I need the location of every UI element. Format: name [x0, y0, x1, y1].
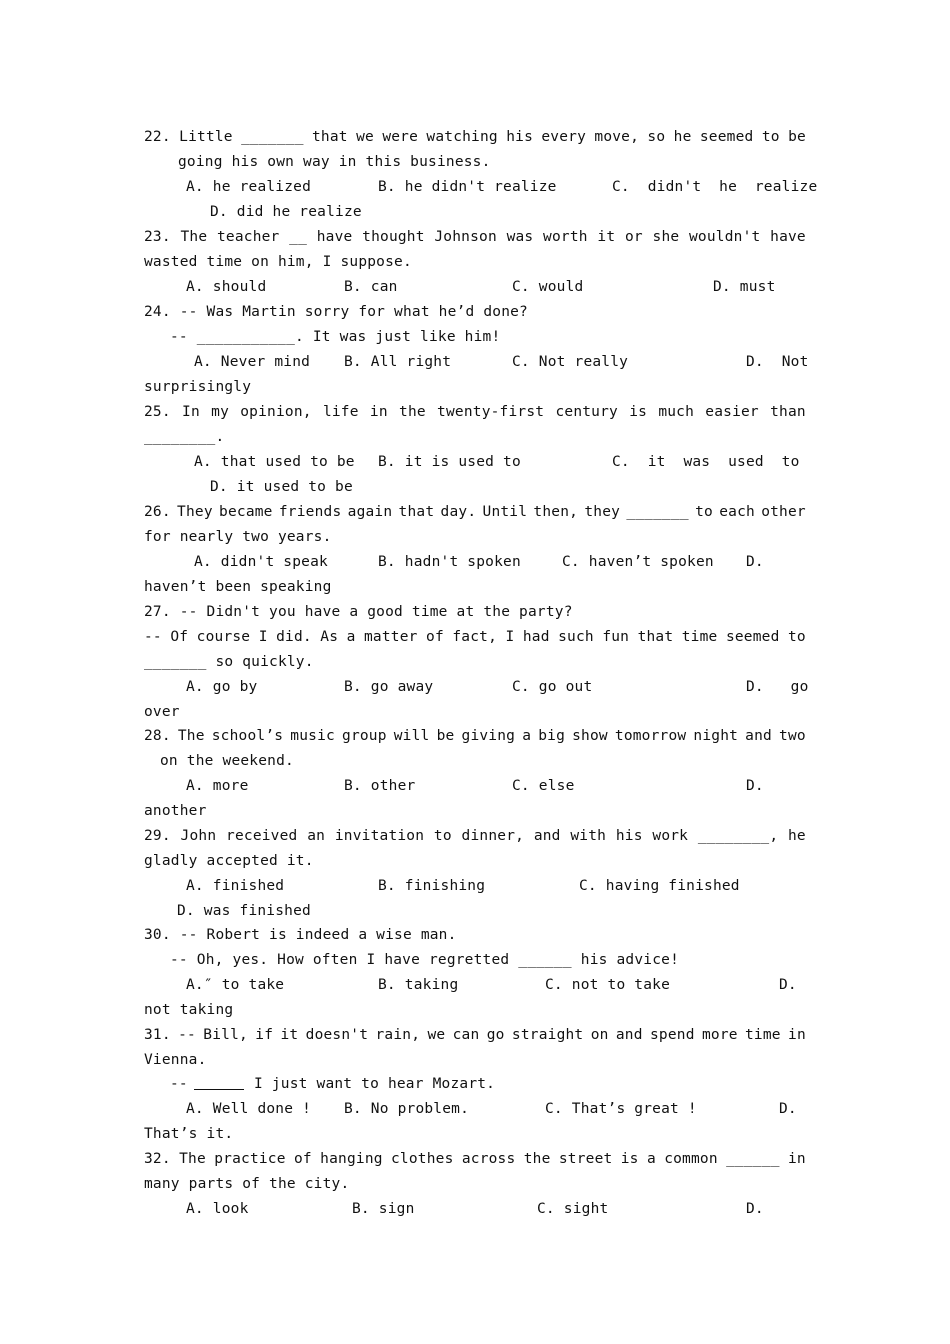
question-24-option-d: D. Not: [746, 354, 809, 370]
question-24-option-d-cont: surprisingly: [144, 379, 252, 395]
question-25-option-d: D. it used to be: [210, 479, 353, 495]
question-26-option-c: C. haven’t spoken: [562, 554, 714, 570]
question-27-stem: 27. -- Didn't you have a good time at the party?: [144, 604, 573, 620]
question-25-option-b: B. it is used to: [378, 454, 521, 470]
question-30-option-b: B. taking: [378, 977, 459, 993]
question-26-option-a: A. didn't speak: [194, 554, 328, 570]
question-26-stem: 26. They became friends again that day. Until then, they _______ to each other: [144, 504, 806, 520]
question-30-stem: 30. -- Robert is indeed a wise man.: [144, 927, 457, 943]
question-32-option-d: D.: [746, 1201, 764, 1217]
question-31-option-b: B. No problem.: [344, 1101, 470, 1117]
question-29-option-b: B. finishing: [378, 878, 486, 894]
question-22-option-d: D. did he realize: [210, 204, 362, 220]
question-32-option-a: A. look: [186, 1201, 249, 1217]
question-31-option-d-cont: That’s it.: [144, 1126, 234, 1142]
question-29-option-c: C. having finished: [579, 878, 740, 894]
question-27-option-c: C. go out: [512, 679, 593, 695]
question-30-option-c: C. not to take: [545, 977, 671, 993]
question-30-option-d-cont: not taking: [144, 1002, 234, 1018]
question-27-stem-cont-2: _______ so quickly.: [144, 654, 314, 670]
question-24-stem-cont: -- ___________. It was just like him!: [170, 329, 501, 345]
question-32-option-b: B. sign: [352, 1201, 415, 1217]
question-28-option-d-cont: another: [144, 803, 207, 819]
question-23-option-b: B. can: [344, 279, 398, 295]
question-26-option-b: B. hadn't spoken: [378, 554, 521, 570]
question-24-stem: 24. -- Was Martin sorry for what he’d done?: [144, 304, 528, 320]
question-22-stem-cont: going his own way in this business.: [178, 154, 491, 170]
question-22-option-b: B. he didn't realize: [378, 179, 557, 195]
question-28-option-a: A. more: [186, 778, 249, 794]
question-31-stem-cont-2: I just want to hear Mozart.: [254, 1076, 496, 1092]
question-32-stem: 32. The practice of hanging clothes across the street is a common ______ in: [144, 1151, 806, 1167]
question-27-option-b: B. go away: [344, 679, 434, 695]
question-31-option-c: C. That’s great !: [545, 1101, 697, 1117]
question-27-option-d-cont: over: [144, 704, 180, 720]
question-31-option-d: D.: [779, 1101, 797, 1117]
question-23-stem-cont: wasted time on him, I suppose.: [144, 254, 412, 270]
question-26-option-d-cont: haven’t been speaking: [144, 579, 332, 595]
question-26-stem-cont: for nearly two years.: [144, 529, 332, 545]
question-22-stem: 22. Little _______ that we were watching his every move, so he seemed to be: [144, 129, 806, 145]
question-25-option-a: A. that used to be: [194, 454, 355, 470]
question-29-option-a: A. finished: [186, 878, 285, 894]
question-31-response-dash: --: [170, 1076, 197, 1092]
question-25-option-c: C. it was used to: [612, 454, 800, 470]
question-29-stem: 29. John received an invitation to dinner, and with his work ________, he: [144, 828, 806, 844]
question-30-stem-cont: -- Oh, yes. How often I have regretted ______ his advice!: [170, 952, 679, 968]
question-28-option-c: C. else: [512, 778, 575, 794]
question-22-option-c: C. didn't he realize: [612, 179, 818, 195]
question-32-option-c: C. sight: [537, 1201, 609, 1217]
question-27-option-d: D. go: [746, 679, 809, 695]
question-23-option-c: C. would: [512, 279, 584, 295]
question-22-option-a: A. he realized: [186, 179, 312, 195]
question-31-stem-cont: Vienna.: [144, 1052, 207, 1068]
question-24-option-a: A. Never mind: [194, 354, 311, 370]
question-28-option-d: D.: [746, 778, 764, 794]
question-31-option-a: A. Well done !: [186, 1101, 312, 1117]
question-27-option-a: A. go by: [186, 679, 258, 695]
question-23-option-d: D. must: [713, 279, 776, 295]
question-23-option-a: A. should: [186, 279, 267, 295]
question-32-stem-cont: many parts of the city.: [144, 1176, 350, 1192]
question-31-blank: [194, 1072, 244, 1097]
question-27-stem-cont: -- Of course I did. As a matter of fact, I had such fun that time seemed to: [144, 629, 806, 645]
question-29-stem-cont: gladly accepted it.: [144, 853, 314, 869]
question-23-stem: 23. The teacher __ have thought Johnson was worth it or she wouldn't have: [144, 229, 806, 245]
question-25-stem: 25. In my opinion, life in the twenty-first century is much easier than: [144, 404, 806, 420]
question-31-stem: 31. -- Bill, if it doesn't rain, we can go straight on and spend more time in: [144, 1027, 806, 1043]
question-28-option-b: B. other: [344, 778, 416, 794]
question-28-stem-cont: on the weekend.: [160, 753, 294, 769]
question-28-stem: 28. The school’s music group will be giving a big show tomorrow night and two: [144, 728, 806, 744]
question-30-option-d: D.: [779, 977, 797, 993]
question-29-option-d: D. was finished: [177, 903, 311, 919]
question-24-option-c: C. Not really: [512, 354, 629, 370]
question-26-option-d: D.: [746, 554, 764, 570]
question-30-option-a: A.″ to take: [186, 977, 285, 993]
question-24-option-b: B. All right: [344, 354, 452, 370]
question-25-stem-cont: ________.: [144, 429, 225, 445]
